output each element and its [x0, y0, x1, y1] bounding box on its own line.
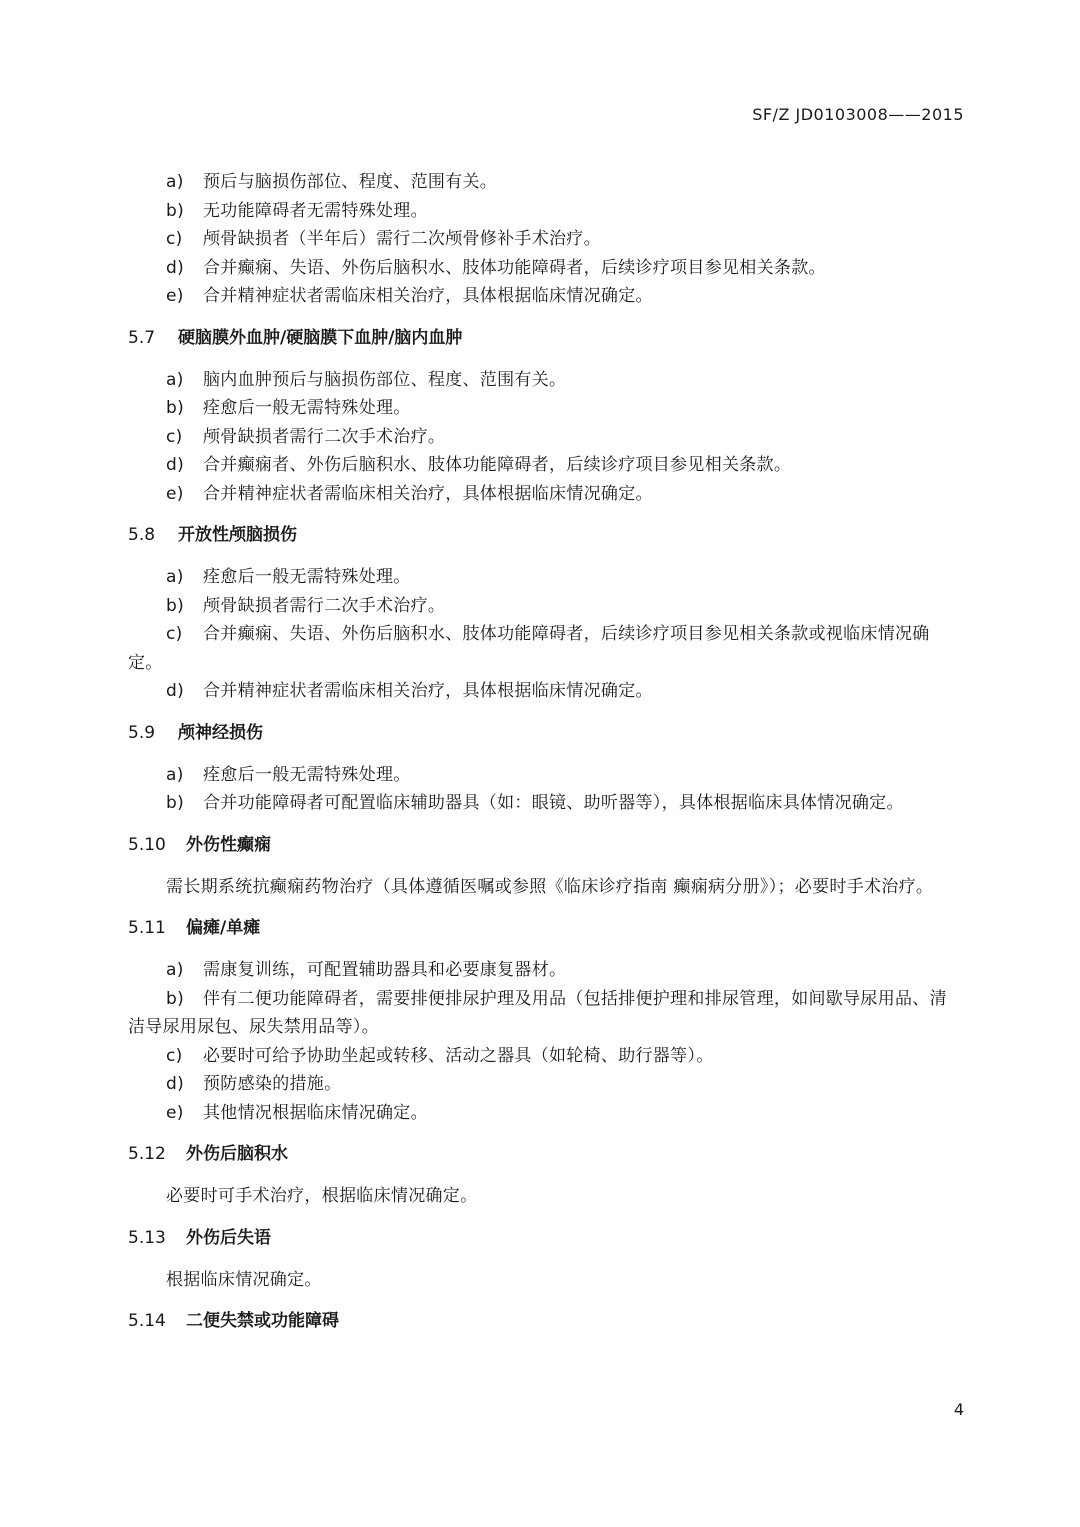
list-item: a) 脑内血肿预后与脑损伤部位、程度、范围有关。	[166, 369, 567, 390]
list-item: e) 合并精神症状者需临床相关治疗，具体根据临床情况确定。	[166, 483, 653, 504]
list-item: a) 预后与脑损伤部位、程度、范围有关。	[166, 172, 498, 192]
list-item: c) 合并癫痫、失语、外伤后脑积水、肢体功能障碍者，后续诊疗项目参见相关条款或视临床情况确定。	[128, 624, 930, 673]
list-item: e) 其他情况根据临床情况确定。	[166, 1102, 428, 1123]
list-item: a) 痊愈后一般无需特殊处理。	[166, 764, 411, 785]
section-paragraph: 必要时可手术治疗，根据临床情况确定。	[166, 1186, 478, 1206]
list-item: d) 合并癫痫者、外伤后脑积水、肢体功能障碍者，后续诊疗项目参见相关条款。	[166, 455, 792, 475]
list-item: c) 颅骨缺损者需行二次手术治疗。	[166, 426, 446, 447]
page-number: 4	[953, 1400, 964, 1419]
section-heading-5-7: 5.7 硬脑膜外血肿/硬脑膜下血肿/脑内血肿	[128, 327, 463, 348]
list-item: b) 无功能障碍者无需特殊处理。	[166, 200, 428, 221]
list-item: d) 预防感染的措施。	[166, 1074, 342, 1094]
section-heading-5-10: 5.10 外伤性癫痫	[128, 834, 271, 855]
section-heading-5-9: 5.9 颅神经损伤	[128, 722, 263, 743]
list-item: b) 痊愈后一般无需特殊处理。	[166, 398, 411, 418]
section-heading-5-11: 5.11 偏瘫/单瘫	[128, 918, 261, 938]
list-item: d) 合并精神症状者需临床相关治疗，具体根据临床情况确定。	[166, 681, 653, 701]
document-code: SF/Z JD0103008——2015	[752, 105, 964, 124]
list-item: e) 合并精神症状者需临床相关治疗，具体根据临床情况确定。	[166, 286, 653, 306]
list-item: d) 合并癫痫、失语、外伤后脑积水、肢体功能障碍者，后续诊疗项目参见相关条款。	[166, 257, 826, 278]
list-item: c) 颅骨缺损者（半年后）需行二次颅骨修补手术治疗。	[166, 229, 601, 249]
section-heading-5-13: 5.13 外伤后失语	[128, 1227, 271, 1248]
list-item: b) 合并功能障碍者可配置临床辅助器具（如：眼镜、助听器等），具体根据临床具体情况确定。	[166, 793, 904, 813]
section-heading-5-8: 5.8 开放性颅脑损伤	[128, 525, 297, 545]
list-item: b) 伴有二便功能障碍者，需要排便排尿护理及用品（包括排便护理和排尿管理，如间歇导尿用品、清洁导尿用尿包、尿失禁用品等）。	[128, 988, 947, 1037]
section-paragraph: 需长期系统抗癫痫药物治疗（具体遵循医嘱或参照《临床诊疗指南 癫痫病分册》）；必要时手术治疗。	[166, 876, 934, 897]
section-heading-5-12: 5.12 外伤后脑积水	[128, 1144, 288, 1164]
list-item: c) 必要时可给予协助坐起或转移、活动之器具（如轮椅、助行器等）。	[166, 1045, 714, 1066]
section-heading-5-14: 5.14 二便失禁或功能障碍	[128, 1311, 339, 1331]
list-item: b) 颅骨缺损者需行二次手术治疗。	[166, 595, 446, 616]
list-item: a) 痊愈后一般无需特殊处理。	[166, 567, 411, 587]
section-paragraph: 根据临床情况确定。	[166, 1269, 322, 1290]
page-content	[128, 168, 964, 1349]
list-item: a) 需康复训练，可配置辅助器具和必要康复器材。	[166, 960, 567, 980]
